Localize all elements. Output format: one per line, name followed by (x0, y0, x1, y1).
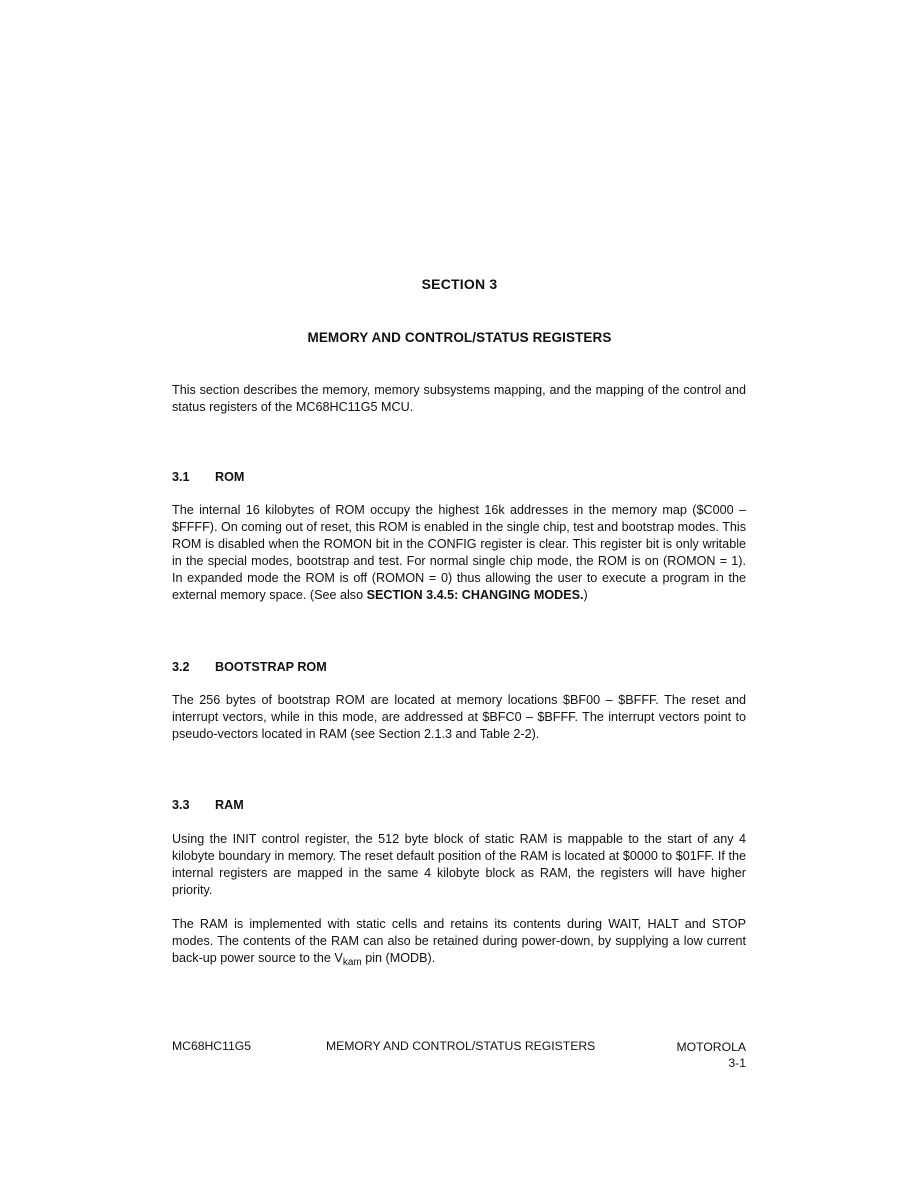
heading-title: RAM (215, 798, 244, 812)
heading-number: 3.1 (172, 470, 190, 484)
footer-right (676, 1039, 746, 1071)
heading-number: 3.3 (172, 798, 190, 812)
rom-cross-reference: SECTION 3.4.5: CHANGING MODES. (366, 588, 584, 603)
footer-part-number: MC68HC11G5 (172, 1039, 252, 1053)
page-footer (172, 1039, 746, 1075)
rom-close-paren: ) (583, 588, 588, 603)
section-number: SECTION 3 (421, 276, 498, 292)
heading-title: BOOTSTRAP ROM (215, 660, 327, 674)
section-title: MEMORY AND CONTROL/STATUS REGISTERS (307, 330, 612, 345)
heading-3-3 (172, 798, 244, 812)
ram-paragraph-1: Using the INIT control register, the 512 byte block of static RAM is mappable to the start of any 4 kilobyte boundary in memory. The reset default position of the RAM is located at $0000 to $01FF. If the internal registers are mapped in the same 4 kilobyte block as RAM, the registers will have higher priority. (172, 832, 746, 898)
bootstrap-rom-paragraph: The 256 bytes of bootstrap ROM are located at memory locations $BF00 – $BFFF. The reset and interrupt vectors, while in this mode, are addressed at $BFC0 – $BFFF. The interrupt vectors point to pseudo-vectors located in RAM (see Section 2.1.3 and Table 2-2). (172, 693, 746, 742)
ram-text-after: pin (MODB). (361, 951, 436, 966)
heading-3-1 (172, 470, 244, 484)
ram-paragraph-2 (172, 916, 746, 971)
ram-text-before: The RAM is implemented with static cells and retains its contents during WAIT, HALT and STOP modes. The contents of the RAM can also be retained during power-down, by supplying a low current back-up power source to the V (172, 917, 746, 966)
rom-paragraph (172, 502, 746, 605)
rom-text: The internal 16 kilobytes of ROM occupy the highest 16k addresses in the memory map ($C000 – $FFFF). On coming out of reset, this ROM is enabled in the single chip, test and bootstrap modes. This ROM is disabled when the ROMON bit in the CONFIG register is clear. This register bit is only writable in the special modes, bootstrap and test. For normal single chip mode, the ROM is on (ROMON = 1). In expanded mode the ROM is off (ROMON = 0) thus allowing the user to execute a program in the external memory space. (See also (172, 503, 746, 603)
heading-3-2 (172, 660, 327, 674)
heading-number: 3.2 (172, 660, 190, 674)
page-number: 3-1 (728, 1056, 746, 1070)
footer-company: MOTOROLA (676, 1040, 746, 1054)
heading-title: ROM (215, 470, 245, 484)
footer-section-title: MEMORY AND CONTROL/STATUS REGISTERS (326, 1039, 596, 1053)
vkam-subscript: kam (342, 957, 362, 969)
intro-paragraph: This section describes the memory, memory subsystems mapping, and the mapping of the control and status registers of the MC68HC11G5 MCU. (172, 383, 746, 415)
